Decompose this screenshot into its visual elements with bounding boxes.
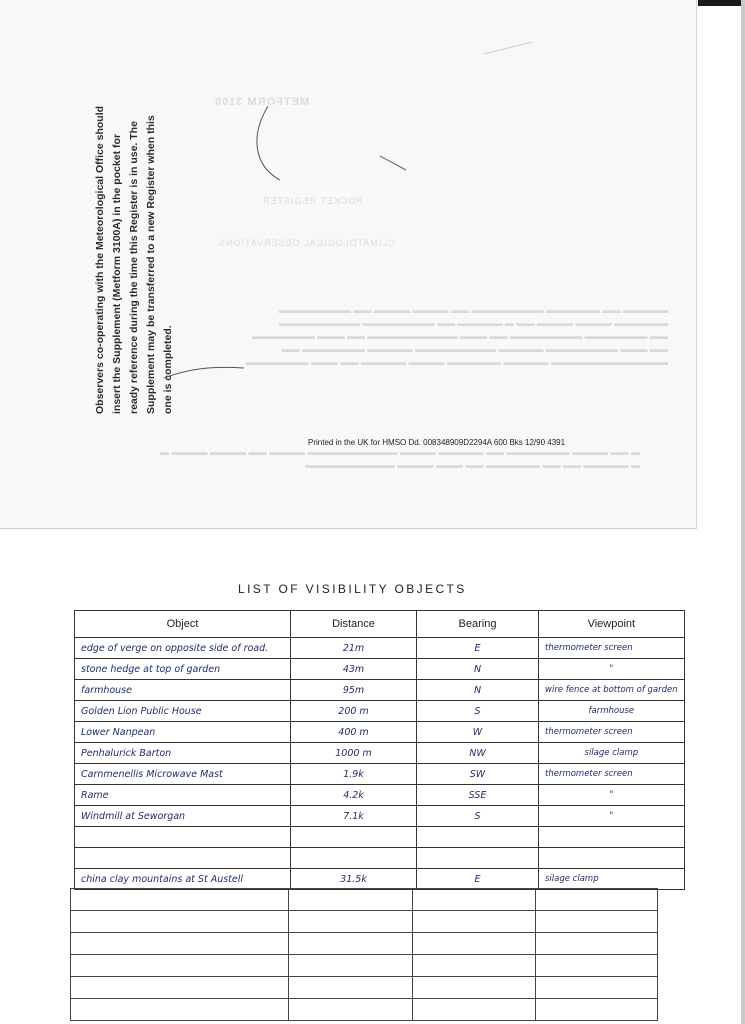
bearing-cell: N <box>417 680 539 701</box>
table-row <box>75 743 685 764</box>
header-distance: Distance <box>291 611 417 638</box>
bleed-through-paragraph: ▬▬▬▬▬ ▬▬ ▬▬▬▬▬▬ ▬▬▬▬▬▬▬▬ ▬▬ ▬▬▬▬ ▬▬▬▬ ▬▬ ▬▬▬▬▬▬▬▬ ▬▬▬▬▬▬ ▬▬▬▬ ▬▬▬▬ ▬▬ ▬ ▬▬▬▬▬ ▬▬ ▬▬▬▬▬▬▬▬ ▬▬▬▬▬▬▬▬▬ ▬▬ ▬▬▬▬▬▬▬ ▬▬▬▬▬▬▬▬ ▬▬ ▬▬▬ ▬▬▬▬▬▬▬▬▬▬ ▬▬ ▬▬▬ ▬▬▬▬▬▬▬ ▬▬ ▬▬▬ ▬▬▬▬▬▬▬▬ ▬▬▬▬▬ ▬▬▬▬▬▬▬▬▬ ▬▬▬▬▬ ▬▬▬▬▬▬▬ ▬▬ ▬▬▬▬▬▬▬▬▬▬▬▬▬ ▬▬▬▬▬ ▬▬▬▬▬▬ ▬▬▬▬ ▬▬▬▬▬ ▬▬ ▬▬▬ ▬▬▬▬▬▬▬ <box>245 305 668 367</box>
bearing-cell: W <box>417 722 539 743</box>
distance-cell: 7.1k <box>291 806 417 827</box>
header-bearing: Bearing <box>417 611 539 638</box>
blank-continuation-table <box>70 888 658 1021</box>
distance-cell: 95m <box>291 680 417 701</box>
object-cell <box>75 848 291 869</box>
object-cell: Windmill at Seworgan <box>75 806 291 827</box>
distance-cell: 31.5k <box>291 869 417 890</box>
viewpoint-cell: wire fence at bottom of garden <box>539 680 685 701</box>
object-cell: Rame <box>75 785 291 806</box>
object-cell: farmhouse <box>75 680 291 701</box>
viewpoint-cell <box>539 848 685 869</box>
visibility-objects-table <box>74 610 685 890</box>
scan-edge-bar <box>698 0 745 6</box>
distance-cell: 43m <box>291 659 417 680</box>
bearing-cell: S <box>417 701 539 722</box>
distance-cell: 400 m <box>291 722 417 743</box>
object-cell: Carnmenellis Microwave Mast <box>75 764 291 785</box>
viewpoint-cell: thermometer screen <box>539 722 685 743</box>
distance-cell: 1.9k <box>291 764 417 785</box>
bearing-cell: NW <box>417 743 539 764</box>
header-object: Object <box>75 611 291 638</box>
table-row <box>75 638 685 659</box>
bearing-cell: N <box>417 659 539 680</box>
table-row <box>75 764 685 785</box>
object-cell: Lower Nanpean <box>75 722 291 743</box>
object-cell: Golden Lion Public House <box>75 701 291 722</box>
object-cell <box>75 827 291 848</box>
viewpoint-cell: " <box>539 785 685 806</box>
table-row <box>75 869 685 890</box>
bleed-through-text: CLIMATOLOGICAL OBSERVATIONS <box>218 238 395 248</box>
object-cell: edge of verge on opposite side of road. <box>75 638 291 659</box>
bleed-through-paragraph: ▬ ▬▬ ▬▬▬▬ ▬▬▬▬▬▬▬ ▬▬ ▬▬▬▬▬ ▬▬▬▬ ▬▬▬▬▬▬▬▬▬▬ ▬▬▬▬ ▬▬ ▬▬▬▬ ▬▬▬▬ ▬ ▬ ▬▬▬▬▬ ▬▬ ▬▬ ▬▬▬▬▬▬ ▬▬ ▬▬▬ ▬▬▬▬ ▬▬▬▬▬▬▬▬▬▬ <box>159 447 640 470</box>
viewpoint-cell: silage clamp <box>539 743 685 764</box>
viewpoint-cell: " <box>539 659 685 680</box>
table-row <box>75 659 685 680</box>
table-row <box>75 722 685 743</box>
distance-cell: 1000 m <box>291 743 417 764</box>
table-row <box>75 806 685 827</box>
table-row <box>75 827 685 848</box>
bearing-cell: E <box>417 638 539 659</box>
object-cell: Penhalurick Barton <box>75 743 291 764</box>
pencil-stroke <box>480 38 540 58</box>
blank-row <box>71 889 658 911</box>
header-viewpoint: Viewpoint <box>539 611 685 638</box>
blank-row <box>71 911 658 933</box>
bearing-cell: E <box>417 869 539 890</box>
table-row <box>75 848 685 869</box>
viewpoint-cell: thermometer screen <box>539 638 685 659</box>
distance-cell: 21m <box>291 638 417 659</box>
bearing-cell: SW <box>417 764 539 785</box>
blank-row <box>71 933 658 955</box>
object-cell: china clay mountains at St Austell <box>75 869 291 890</box>
object-cell: stone hedge at top of garden <box>75 659 291 680</box>
bearing-cell <box>417 848 539 869</box>
table-row <box>75 785 685 806</box>
register-back-cover <box>0 0 697 529</box>
blank-row <box>71 999 658 1021</box>
blank-row <box>71 977 658 999</box>
table-row <box>75 701 685 722</box>
distance-cell: 200 m <box>291 701 417 722</box>
bearing-cell: S <box>417 806 539 827</box>
observer-note: Observers co-operating with the Meteorological Office should insert the Supplement (Metform 3100A) in the pocket for ready reference during the time this Register is in use. The Supplement may be transferred to a new Register when this one is completed. <box>94 105 174 414</box>
printer-imprint: Printed in the UK for HMSO Dd. 008348909D2294A 600 Bks 12/90 4391 <box>308 438 566 447</box>
distance-cell <box>291 827 417 848</box>
distance-cell <box>291 848 417 869</box>
bearing-cell <box>417 827 539 848</box>
distance-cell: 4.2k <box>291 785 417 806</box>
viewpoint-cell: " <box>539 806 685 827</box>
table-row <box>75 680 685 701</box>
viewpoint-cell: silage clamp <box>539 869 685 890</box>
bleed-through-text: METFORM 3100 <box>214 96 310 108</box>
table-header-row <box>75 611 685 638</box>
viewpoint-cell: thermometer screen <box>539 764 685 785</box>
bearing-cell: SSE <box>417 785 539 806</box>
blank-row <box>71 955 658 977</box>
pencil-stroke <box>240 96 420 216</box>
page-title: LIST OF VISIBILITY OBJECTS <box>238 582 467 596</box>
bleed-through-text: POCKET REGISTER <box>262 196 363 206</box>
viewpoint-cell: farmhouse <box>539 701 685 722</box>
viewpoint-cell <box>539 827 685 848</box>
